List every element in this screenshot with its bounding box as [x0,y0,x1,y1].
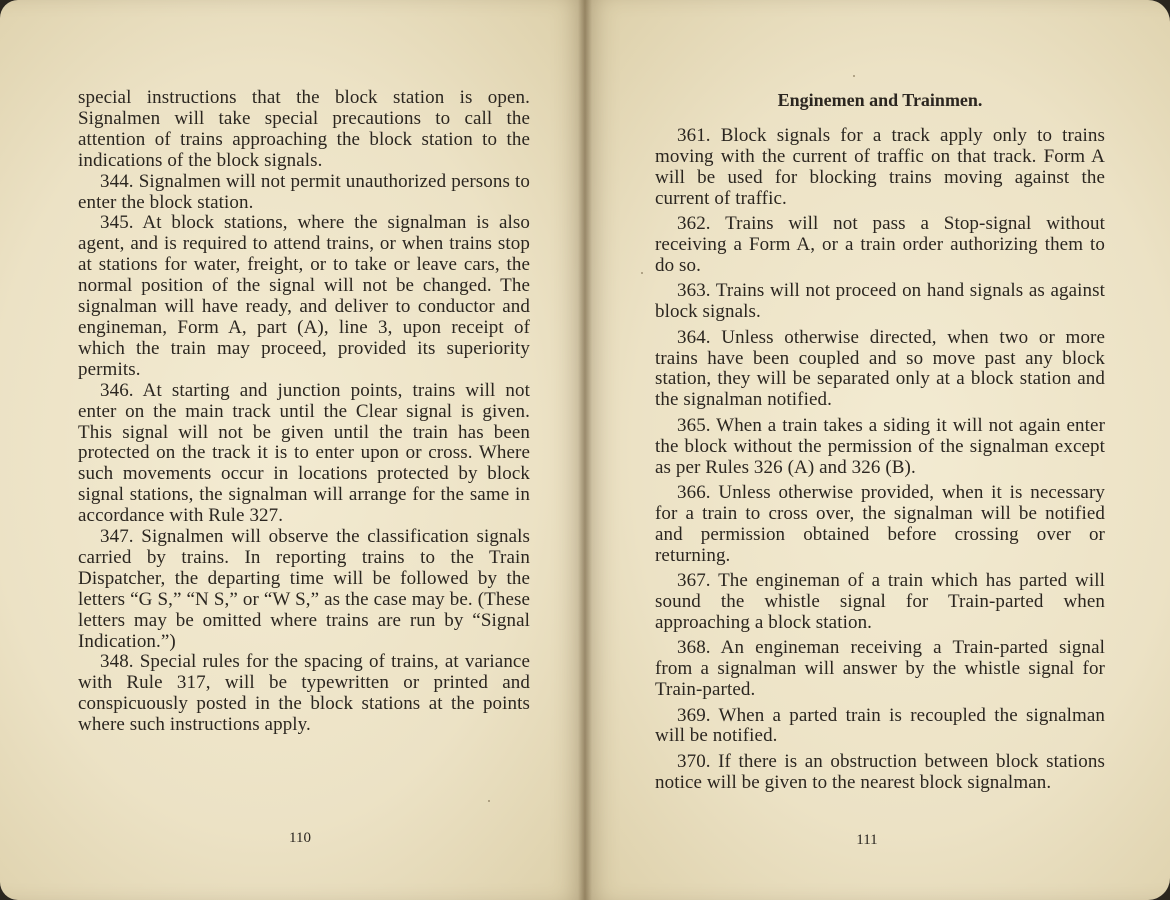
rule-362: 362. Trains will not pass a Stop-signal without receiving a Form A, or a train order authorizing them to do so. [655,213,1105,276]
paper-speck [488,800,490,802]
right-page-body [655,126,1105,798]
paper-speck [641,272,643,274]
section-heading: Enginemen and Trainmen. [777,90,983,110]
right-page-number: 111 [856,832,878,848]
rule-365: 365. When a train takes a siding it will not again enter the block without the permission of the signalman except as per Rules 326 (A) and 326 (B). [655,414,1105,478]
rule-344: 344. Signalmen will not permit unauthorized persons to enter the block station. [78,170,530,213]
rule-343-continuation: special instructions that the block station is open. Signalmen will take special precautions to call the attention of trains approaching the block station to the indications of the block signals. [78,87,530,171]
rule-363: 363. Trains will not proceed on hand signals as against block signals. [655,280,1105,323]
rule-368: 368. An engineman receiving a Train-parted signal from a signalman will answer by the whistle signal for Train-parted. [655,637,1105,701]
rule-348: 348. Special rules for the spacing of trains, at variance with Rule 317, will be typewritten or printed and conspicuously posted in the block stations at the points where such instructions apply. [78,651,530,736]
book-gutter [578,0,592,900]
paper-speck [853,75,855,77]
rule-366: 366. Unless otherwise provided, when it is necessary for a train to cross over, the signalman will be notified and permission obtained before crossing over or returning. [655,482,1105,566]
rule-369: 369. When a parted train is recoupled the signalman will be notified. [655,704,1105,747]
right-page [585,0,1170,900]
rule-367: 367. The engineman of a train which has parted will sound the whistle signal for Train-parted when approaching a block station. [655,570,1105,633]
left-page-number: 110 [289,830,311,846]
rule-364: 364. Unless otherwise directed, when two or more trains have been coupled and so move past any block station, they will be separated only at a block station and the signalman notified. [655,326,1105,411]
rule-361: 361. Block signals for a track apply only to trains moving with the current of traffic on that track. Form A will be used for blocking trains moving against the current of traffic. [655,125,1105,209]
rule-345: 345. At block stations, where the signalman is also agent, and is required to attend trains, or when trains stop at stations for water, freight, or to take or leave cars, the normal position of the signal will not be changed. The signalman will have ready, and deliver to conductor and engineman, Form A, part (A), line 3, upon receipt of which the train may proceed, provided its superiority permits. [78,212,530,380]
rule-346: 346. At starting and junction points, trains will not enter on the main track until the Clear signal is given. This signal will not be given until the train has been protected on the track it is to enter upon or cross. Where such movements occur in locations protected by block signal stations, the signalman will arrange for the same in accordance with Rule 327. [78,379,530,527]
rule-370: 370. If there is an obstruction between block stations notice will be given to the nearest block signalman. [655,750,1105,793]
left-page-body [78,88,530,736]
rule-347: 347. Signalmen will observe the classification signals carried by trains. In reporting trains to the Train Dispatcher, the departing time will be followed by the letters “G S,” “N S,” or “W S,” as the case may be. (These letters may be omitted where trains are run by “Signal Indication.”) [78,526,530,652]
